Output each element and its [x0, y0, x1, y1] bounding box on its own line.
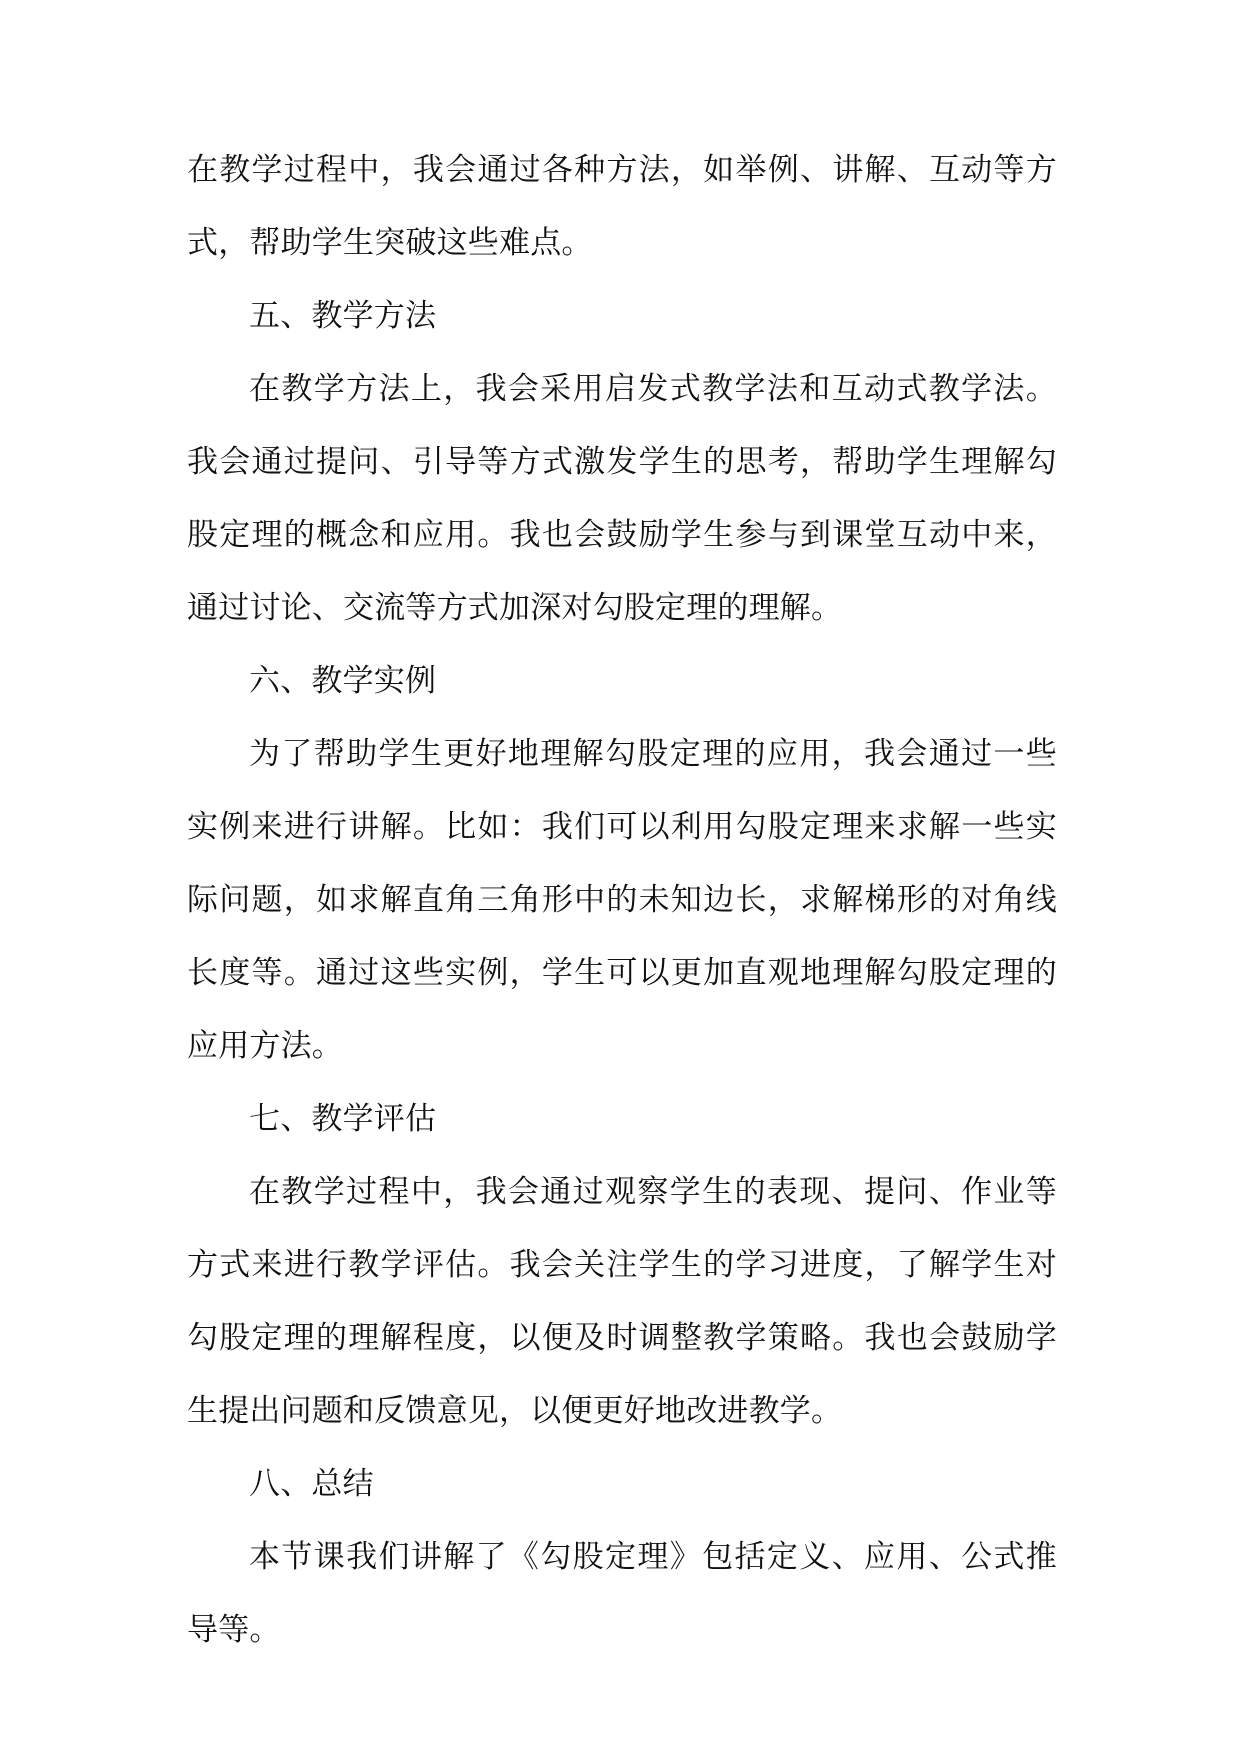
paragraph-summary: 本节课我们讲解了《勾股定理》包括定义、应用、公式推导等。: [187, 1539, 1057, 1648]
paragraph-teaching-examples: 为了帮助学生更好地理解勾股定理的应用，我会通过一些实例来进行讲解。比如：我们可以利用勾股定理来求解一些实际问题，如求解直角三角形中的未知边长，求解梯形的对角线长度等。通过这些实例，学生可以更加直观地理解勾股定理的应用方法。: [187, 736, 1057, 1064]
document-page: [187, 134, 1057, 1667]
section-heading-teaching-methods: 五、教学方法: [249, 298, 437, 334]
section-heading-teaching-evaluation: 七、教学评估: [249, 1101, 437, 1137]
paragraph-teaching-evaluation: 在教学过程中，我会通过观察学生的表现、提问、作业等方式来进行教学评估。我会关注学生的学习进度，了解学生对勾股定理的理解程度，以便及时调整教学策略。我也会鼓励学生提出问题和反馈意见，以便更好地改进教学。: [187, 1174, 1057, 1429]
paragraph-difficulty-methods: 在教学过程中，我会通过各种方法，如举例、讲解、互动等方式，帮助学生突破这些难点。: [187, 152, 1057, 261]
paragraph-teaching-methods: 在教学方法上，我会采用启发式教学法和互动式教学法。我会通过提问、引导等方式激发学生的思考，帮助学生理解勾股定理的概念和应用。我也会鼓励学生参与到课堂互动中来，通过讨论、交流等方式加深对勾股定理的理解。: [187, 371, 1057, 626]
section-heading-summary: 八、总结: [249, 1466, 374, 1502]
section-heading-teaching-examples: 六、教学实例: [249, 663, 437, 699]
